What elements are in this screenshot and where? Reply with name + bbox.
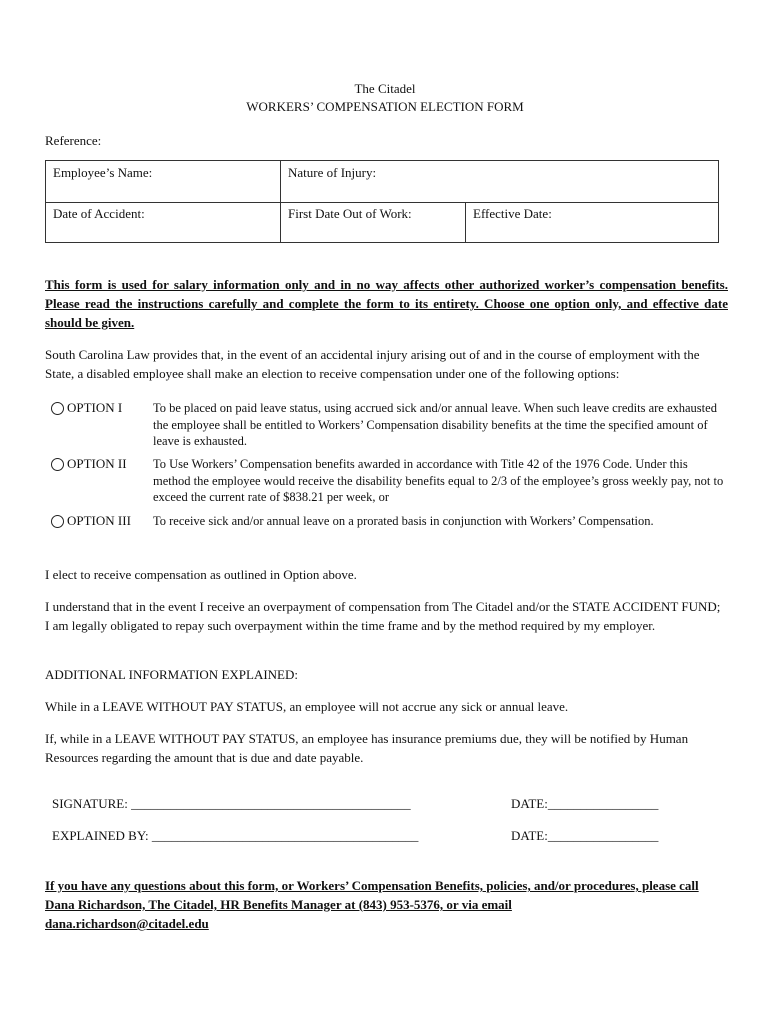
nature-of-injury-cell[interactable] [280,160,719,203]
nature-of-injury-label: Nature of Injury: [288,165,377,180]
notice-text: This form is used for salary information only and in no way affects other authorized worker’s compensation benefits. Please read the instructions carefully and complete the form to its entirety. Choose one option only, and effective date should be given. [45,277,728,330]
effective-date-label: Effective Date: [473,206,552,221]
additional-heading: ADDITIONAL INFORMATION EXPLAINED: [45,667,298,682]
option-1-radio[interactable] [51,402,64,415]
signature-date-line[interactable]: DATE:_________________ [511,796,659,811]
explained-date-line[interactable]: DATE:_________________ [511,828,659,843]
option-3-radio[interactable] [51,515,64,528]
institution-name: The Citadel [354,81,416,96]
explained-by-line[interactable]: EXPLAINED BY: _________________________________________ [52,828,419,843]
option-3-label: OPTION III [67,513,131,528]
leave-text-2: If, while in a LEAVE WITHOUT PAY STATUS, an employee has insurance premiums due, they will be notified by Human Resources regarding the amount that is due and date payable. [45,731,689,765]
option-2-label: OPTION II [67,456,127,471]
first-date-out-cell[interactable] [280,202,466,243]
understand-text: I understand that in the event I receive an overpayment of compensation from The Citadel and/or the STATE ACCIDENT FUND; I am legally obligated to repay such overpayment within the time frame and by the method required by my employer. [45,599,721,633]
option-1-text: To be placed on paid leave status, using accrued sick and/or annual leave. When such leave credits are exhausted the employee shall be entitled to Workers’ Compensation disability benefits at the time the specified amount of leave is exhausted. [153,401,717,448]
first-date-out-label: First Date Out of Work: [288,206,412,221]
footer-questions-text: If you have any questions about this form, or Workers’ Compensation Benefits, policies, and/or procedures, please call Dana Richardson, The Citadel, HR Benefits Manager at (843) 953-5376, or via email [45,878,699,912]
law-text: South Carolina Law provides that, in the event of an accidental injury arising out of and in the course of employment with the State, a disabled employee shall make an election to receive compensation under one of the following options: [45,347,700,381]
option-2-text: To Use Workers’ Compensation benefits awarded in accordance with Title 42 of the 1976 Code. Under this method the employee would receive the disability benefits equal to 2/3 of the employee’s gross weekly pay, not to exceed the current rate of $838.21 per week, or [153,457,724,504]
option-1-label: OPTION I [67,400,123,415]
employee-name-cell[interactable] [45,160,281,203]
leave-text-1: While in a LEAVE WITHOUT PAY STATUS, an employee will not accrue any sick or annual leave. [45,699,569,714]
option-3-text: To receive sick and/or annual leave on a prorated basis in conjunction with Workers’ Compensation. [153,514,654,528]
date-of-accident-label: Date of Accident: [53,206,145,221]
reference-label: Reference: [45,133,102,148]
email-link[interactable]: dana.richardson@citadel.edu [45,916,209,931]
signature-line[interactable]: SIGNATURE: ___________________________________________ [52,796,411,811]
date-of-accident-cell[interactable] [45,202,281,243]
effective-date-cell[interactable] [465,202,719,243]
employee-name-label: Employee’s Name: [53,165,153,180]
option-2-radio[interactable] [51,458,64,471]
elect-text: I elect to receive compensation as outlined in Option above. [45,567,357,582]
footer-questions [45,876,725,933]
form-title: WORKERS’ COMPENSATION ELECTION FORM [246,99,524,114]
